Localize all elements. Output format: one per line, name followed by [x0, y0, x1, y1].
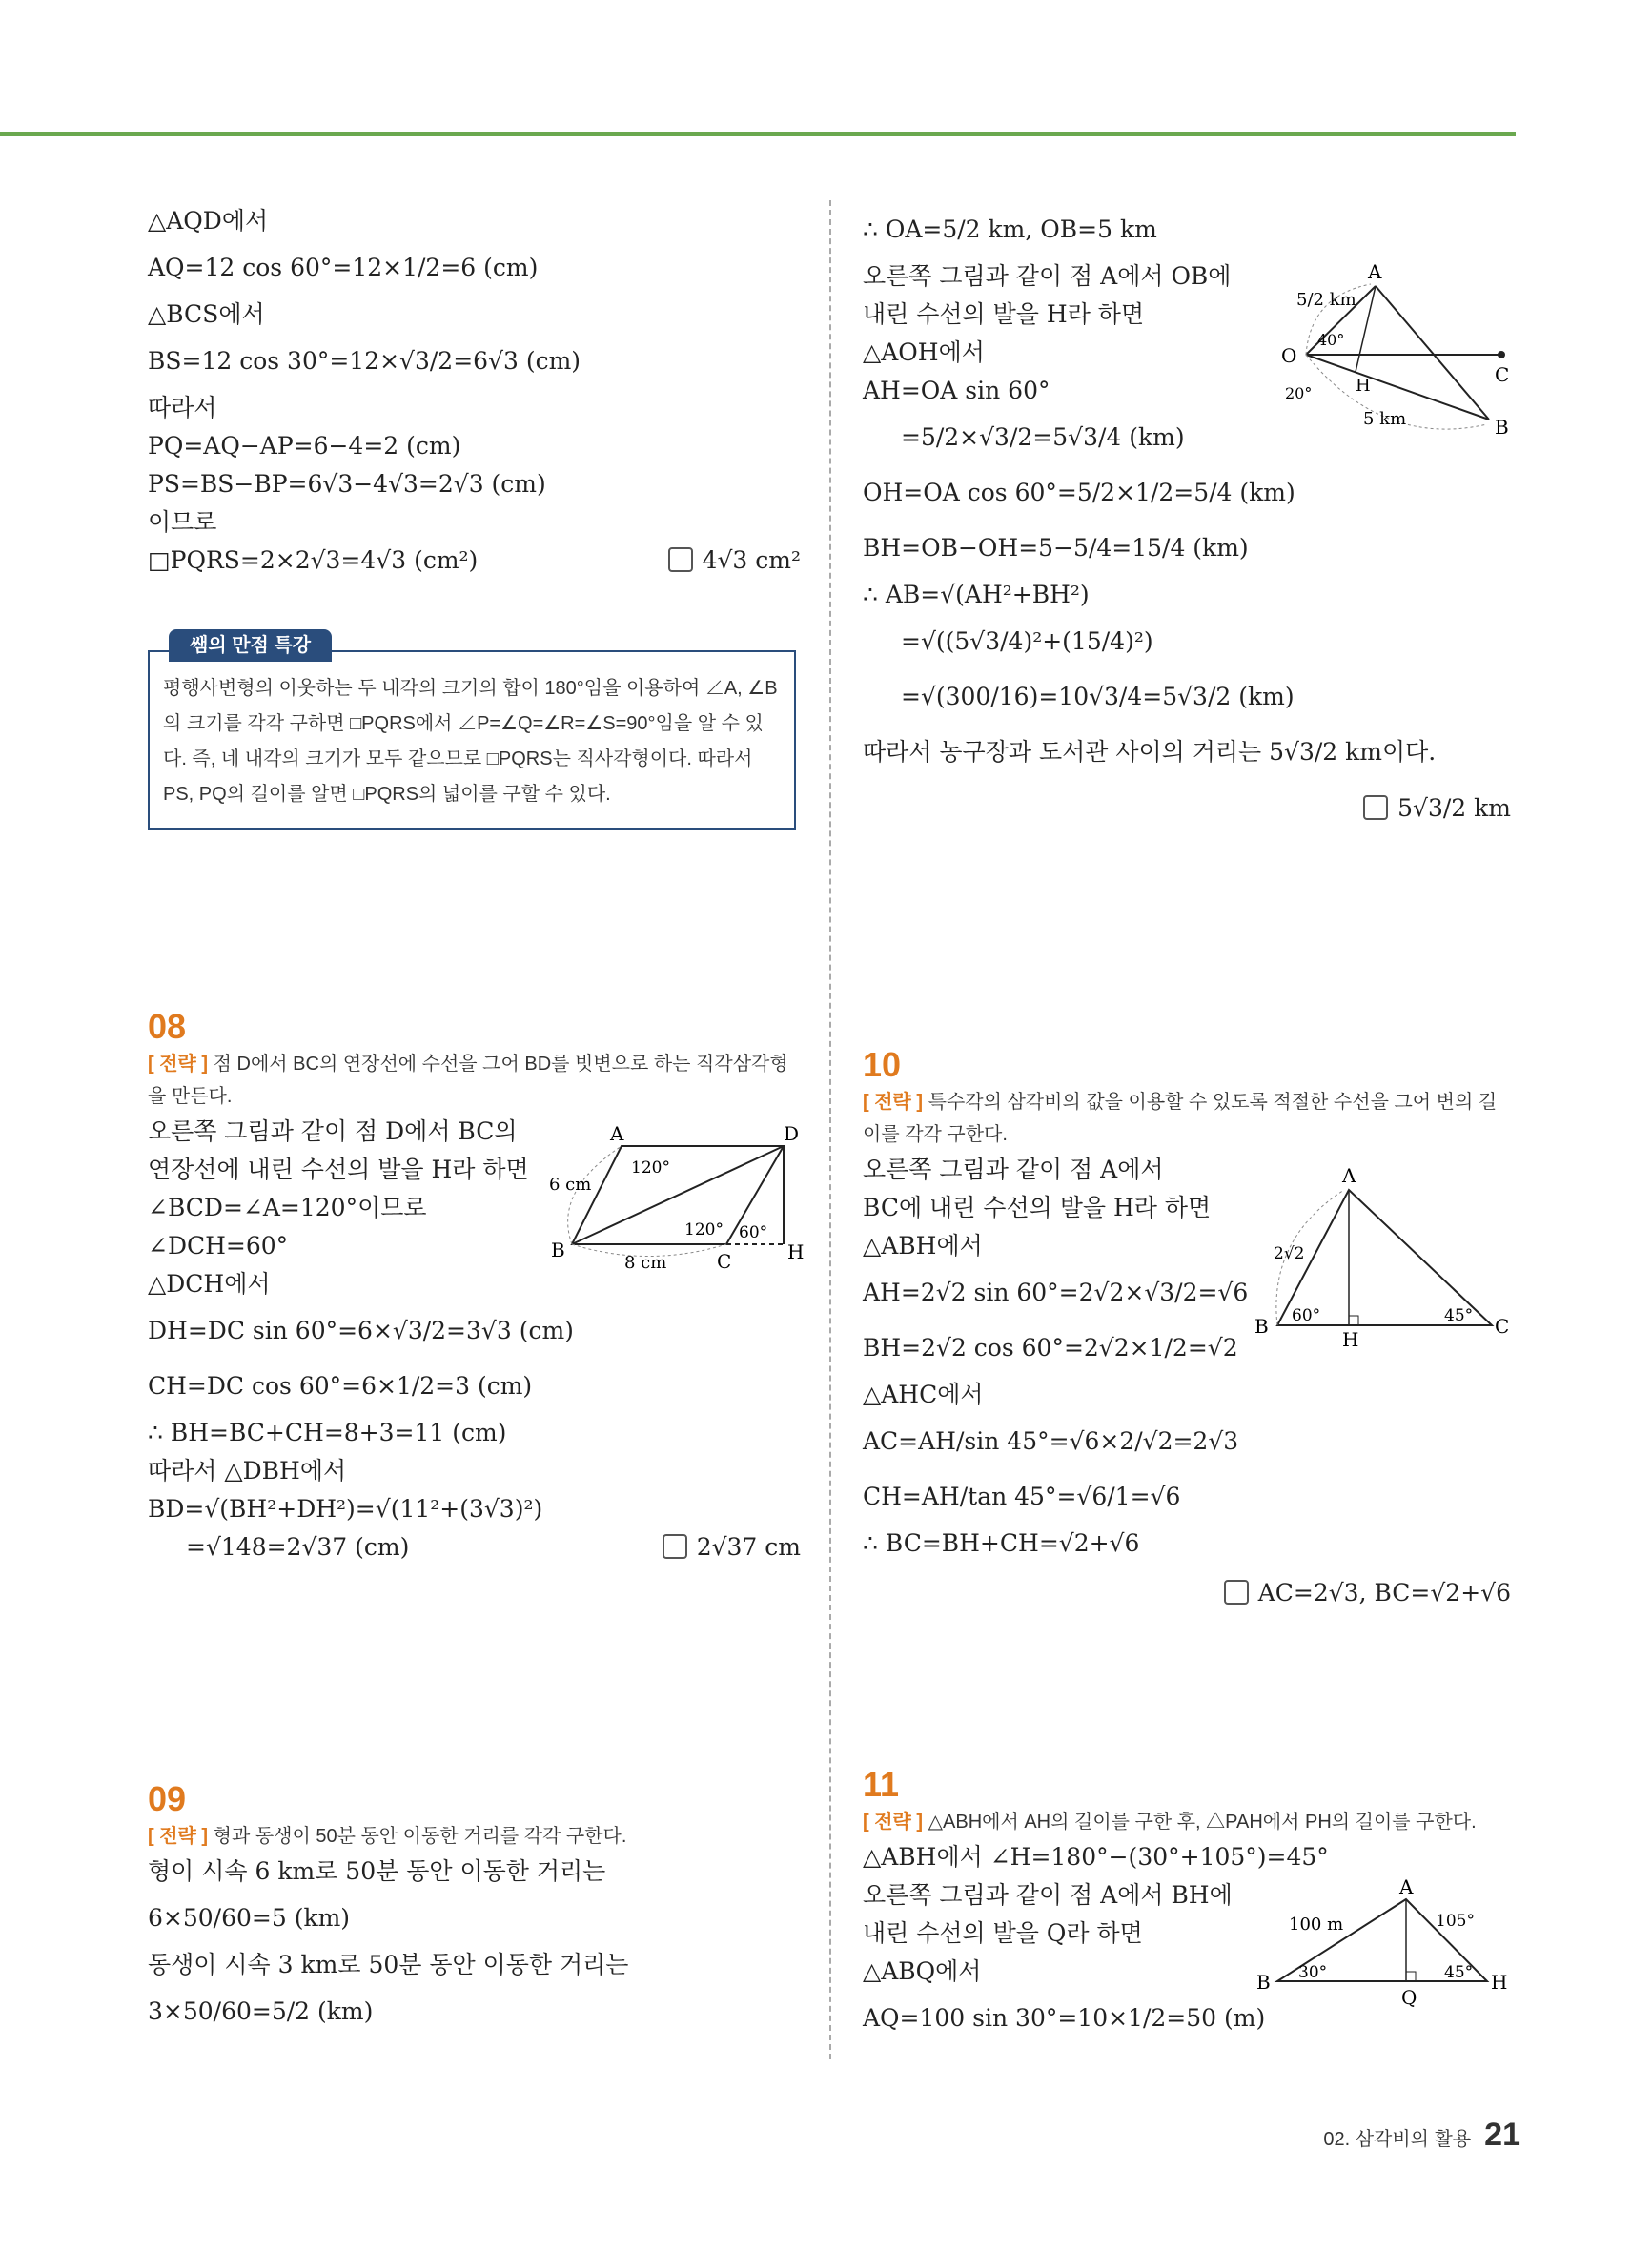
answer-text: 2√37 cm: [696, 1533, 801, 1561]
solution-line: 6×50/60=5 (km): [148, 1904, 351, 1932]
left-top-solution: [148, 202, 801, 580]
figure-label: A: [1399, 1878, 1414, 1898]
solution-line: △AQD에서: [148, 207, 269, 235]
solution-line: =5/2×√3/2=5√3/4 (km): [901, 423, 1185, 451]
figure-label: B: [1495, 416, 1509, 439]
figure-label: 100 m: [1289, 1915, 1344, 1935]
solution-line: 따라서 농구장과 도서관 사이의 거리는 5√3/2 km이다.: [863, 738, 1437, 766]
solution-line: =√148=2√37 (cm): [186, 1533, 410, 1561]
solution-line: 오른쪽 그림과 같이 점 D에서 BC의: [148, 1117, 518, 1145]
solution-line: ∴ AB=√(AH²+BH²): [863, 581, 1090, 608]
tip-box-title: 쌤의 만점 특강: [169, 629, 332, 662]
solution-line: BS=12 cos 30°=12×√3/2=6√3 (cm): [148, 347, 581, 375]
answer-text: AC=2√3, BC=√2+√6: [1257, 1579, 1511, 1607]
tip-box: [148, 635, 796, 830]
problem-number: 09: [148, 1779, 187, 1818]
answer-icon: [1224, 1580, 1249, 1605]
figure-label: 5/2 km: [1296, 290, 1356, 310]
top-rule: [0, 132, 1516, 136]
solution-line: DH=DC sin 60°=6×√3/2=3√3 (cm): [148, 1317, 574, 1344]
figure-label: A: [610, 1125, 624, 1145]
figure-label: H: [1342, 1328, 1359, 1351]
triangle-abc-figure: [1249, 1163, 1516, 1354]
solution-line: 오른쪽 그림과 같이 점 A에서: [863, 1156, 1164, 1183]
solution-line: 3×50/60=5/2 (km): [148, 1997, 374, 2025]
figure-label: 120°: [631, 1158, 670, 1178]
solution-line: 연장선에 내린 수선의 발을 H라 하면: [148, 1156, 529, 1183]
solution-line: AQ=100 sin 30°=10×1/2=50 (m): [863, 2004, 1266, 2032]
answer-text: 5√3/2 km: [1397, 794, 1511, 822]
strategy-text: 특수각의 삼각비의 값을 이용할 수 있도록 적절한 수선을 그어 변의 길이를 각각 구한다.: [863, 1092, 1498, 1145]
parallelogram-figure: [543, 1125, 810, 1278]
answer-icon: [668, 547, 693, 572]
strategy: [863, 1806, 1511, 1838]
solution-line: BH=2√2 cos 60°=2√2×1/2=√2: [863, 1334, 1238, 1362]
strategy: [148, 1820, 801, 1853]
figure-label: 45°: [1444, 1963, 1474, 1982]
solution-line: ∠BCD=∠A=120°이므로: [148, 1194, 427, 1221]
figure-label: D: [784, 1125, 800, 1145]
solution-line: =√((5√3/4)²+(15/4)²): [901, 627, 1153, 655]
solution-line: 형이 시속 6 km로 50분 동안 이동한 거리는: [148, 1857, 606, 1885]
figure-label: 40°: [1317, 331, 1345, 349]
solution-line: ∴ BH=BC+CH=8+3=11 (cm): [148, 1419, 507, 1446]
strategy: [148, 1048, 801, 1113]
figure-label: 20°: [1285, 384, 1313, 402]
solution-line: 오른쪽 그림과 같이 점 A에서 BH에: [863, 1881, 1233, 1909]
solution-line: 내린 수선의 발을 H라 하면: [863, 300, 1145, 328]
solution-line: AQ=12 cos 60°=12×1/2=6 (cm): [148, 254, 539, 281]
strategy-text: △ABH에서 AH의 길이를 구한 후, △PAH에서 PH의 길이를 구한다.: [928, 1812, 1477, 1833]
solution-line: BD=√(BH²+DH²)=√(11²+(3√3)²): [148, 1495, 543, 1523]
solution-line: AH=2√2 sin 60°=2√2×√3/2=√6: [863, 1279, 1249, 1306]
solution-line: 동생이 시속 3 km로 50분 동안 이동한 거리는: [148, 1951, 629, 1978]
solution-line: BC에 내린 수선의 발을 H라 하면: [863, 1194, 1212, 1221]
figure-label: 120°: [684, 1220, 724, 1239]
answer-text: 4√3 cm²: [702, 546, 801, 574]
figure-label: C: [1495, 363, 1510, 386]
strategy: [863, 1086, 1511, 1151]
problem-08: [148, 1006, 801, 1567]
problem-number: 11: [863, 1765, 900, 1804]
triangle-oab-figure: [1268, 257, 1516, 448]
column-divider: [829, 200, 831, 2059]
figure-label: 5 km: [1363, 409, 1407, 429]
solution-line: ∠DCH=60°: [148, 1232, 289, 1260]
tip-box-body: [148, 635, 796, 830]
solution-line: PQ=AQ−AP=6−4=2 (cm): [148, 432, 461, 460]
figure-label: 8 cm: [624, 1253, 667, 1273]
strategy-tag: [ 전략 ]: [863, 1812, 924, 1833]
solution-line: BH=OB−OH=5−5/4=15/4 (km): [863, 534, 1249, 562]
answer-icon: [1363, 795, 1388, 820]
solution-line: 내린 수선의 발을 Q라 하면: [863, 1919, 1143, 1947]
problem-09: [148, 1778, 801, 2039]
figure-label: H: [1491, 1971, 1508, 1994]
solution-line: 따라서 △DBH에서: [148, 1457, 347, 1485]
figure-label: 60°: [739, 1223, 768, 1242]
figure-label: H: [787, 1240, 805, 1263]
solution-line: ∴ OA=5/2 km, OB=5 km: [863, 215, 1157, 243]
figure-label: 6 cm: [549, 1175, 592, 1195]
figure-label: C: [1495, 1315, 1510, 1338]
strategy-text: 점 D에서 BC의 연장선에 수선을 그어 BD를 빗변으로 하는 직각삼각형을 만든다.: [148, 1054, 788, 1107]
final-line: [148, 1528, 801, 1567]
figure-label: A: [1368, 260, 1382, 283]
solution-line: ∴ BC=BH+CH=√2+√6: [863, 1529, 1140, 1557]
problem-number: 08: [148, 1007, 187, 1046]
strategy-tag: [ 전략 ]: [863, 1092, 924, 1113]
chapter-title: 02. 삼각비의 활용: [1323, 2129, 1472, 2150]
solution-line: AH=OA sin 60°: [863, 377, 1050, 404]
tip-box-text: 평행사변형의 이웃하는 두 내각의 크기의 합이 180°임을 이용하여 ∠A, ∠B의 크기를 각각 구하면 □PQRS에서 ∠P=∠Q=∠R=∠S=90°임을 알 수 있다. 즉, 네 내각의 크기가 모두 같으므로 □PQRS는 직사각형이다. 따라서 PS, PQ의 길이를 알면 □PQRS의 넓이를 구할 수 있다.: [163, 678, 778, 805]
answer: [663, 1528, 801, 1567]
solution-line: PS=BS−BP=6√3−4√3=2√3 (cm): [148, 470, 546, 498]
figure-label: C: [717, 1250, 732, 1273]
strategy-text: 형과 동생이 50분 동안 이동한 거리를 각각 구한다.: [213, 1826, 627, 1847]
solution-line: △AHC에서: [863, 1381, 984, 1408]
solution-line: △ABH에서: [863, 1232, 983, 1260]
solution-line: 이므로: [148, 508, 217, 536]
strategy-tag: [ 전략 ]: [148, 1054, 209, 1075]
figure-label: 2√2: [1274, 1244, 1305, 1263]
figure-label: 105°: [1436, 1912, 1475, 1931]
figure-label: Q: [1401, 1986, 1417, 2009]
figure-label: B: [551, 1239, 565, 1261]
final-line: [148, 542, 801, 580]
solution-line: △ABH에서 ∠H=180°−(30°+105°)=45°: [863, 1843, 1329, 1871]
solution-line: □PQRS=2×2√3=4√3 (cm²): [148, 546, 479, 574]
solution-line: △ABQ에서: [863, 1957, 982, 1985]
figure-label: B: [1256, 1971, 1271, 1994]
solution-line: △AOH에서: [863, 338, 985, 366]
problem-number: 10: [863, 1045, 902, 1084]
figure-label: H: [1356, 376, 1371, 396]
triangle-abh-figure: [1249, 1878, 1516, 2012]
figure-label: 60°: [1292, 1306, 1321, 1325]
page-number: 21: [1484, 2117, 1520, 2153]
solution-line: △DCH에서: [148, 1270, 271, 1298]
answer: [668, 542, 801, 580]
solution-line: AC=AH/sin 45°=√6×2/√2=2√3: [863, 1427, 1239, 1455]
figure-label: O: [1281, 344, 1297, 367]
solution-line: 오른쪽 그림과 같이 점 A에서 OB에: [863, 262, 1232, 290]
solution-line: 따라서: [148, 394, 217, 421]
page-footer: [1323, 2117, 1520, 2154]
figure-label: 30°: [1298, 1963, 1328, 1982]
solution-line: OH=OA cos 60°=5/2×1/2=5/4 (km): [863, 479, 1295, 506]
strategy-tag: [ 전략 ]: [148, 1826, 209, 1847]
answer-icon: [663, 1534, 687, 1559]
solution-line: △BCS에서: [148, 300, 265, 328]
figure-label: 45°: [1444, 1306, 1474, 1325]
solution-line: CH=DC cos 60°=6×1/2=3 (cm): [148, 1372, 533, 1400]
answer: [863, 1574, 1511, 1612]
solution-line: CH=AH/tan 45°=√6/1=√6: [863, 1483, 1181, 1510]
answer: [863, 789, 1511, 828]
solution-line: =√(300/16)=10√3/4=5√3/2 (km): [901, 683, 1295, 710]
figure-label: B: [1254, 1315, 1269, 1338]
figure-label: A: [1342, 1164, 1356, 1187]
